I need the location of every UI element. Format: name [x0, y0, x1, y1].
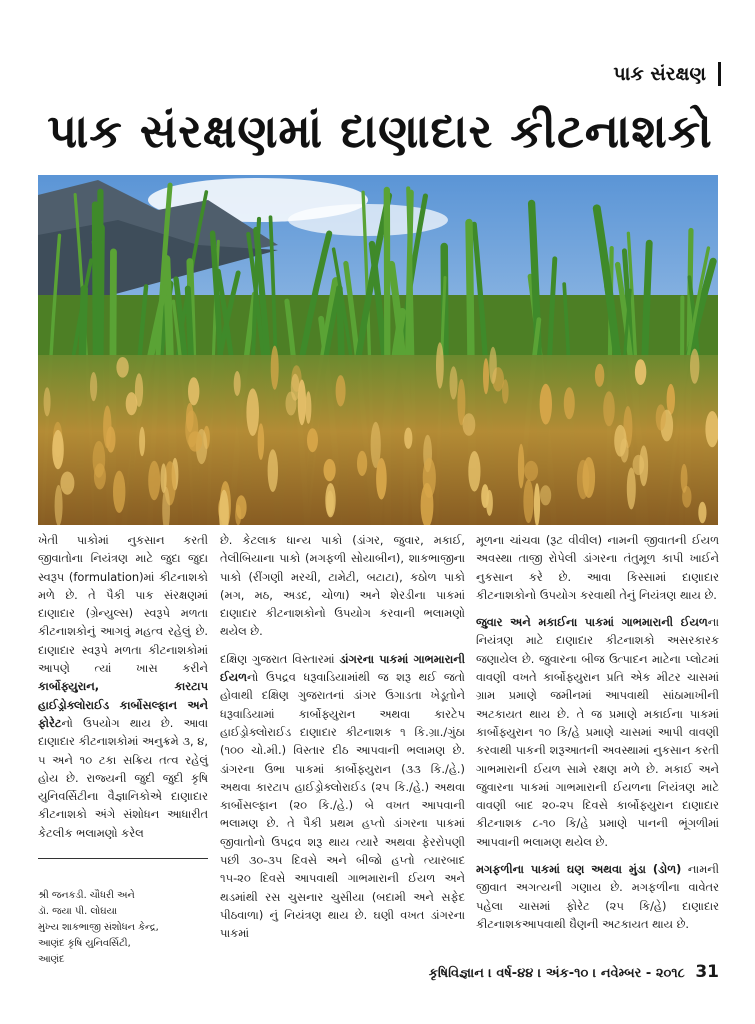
rice-crop-photo: [38, 175, 718, 525]
column-1: [38, 531, 208, 851]
page-number: 31: [695, 962, 719, 982]
rice-field-illustration: [38, 175, 718, 525]
author-line: આણંદ: [38, 954, 65, 965]
author-divider: [38, 858, 208, 859]
root-weevil-paragraph: મૂળના ચાંચવા (રૂટ વીવીલ) નામની જીવાતની ઈયળ અવસ્થા તાજી રોપેલી ડાંગરના તંતુમૂળ કાપી ખાઈને નુકસાન કરે છે. આવા કિસ્સામાં દાણાદાર કીટનાશકોનો ઉપયોગ કરવાથી તેનું નિયંત્રણ થાય છે.: [476, 533, 719, 602]
page-footer: [429, 962, 719, 982]
author-line: ડૉ. જયા પી. લોઘયા: [38, 906, 118, 917]
author-line: મુખ્ય શાકભાજી સંશોધન કેન્દ્ર,: [38, 922, 159, 933]
column-2: [220, 531, 465, 952]
author-line: આણંદ કૃષિ યુનિવર્સિટી,: [38, 938, 131, 949]
author-credits: [38, 888, 213, 968]
paddy-paragraph: દક્ષિણ ગુજરાત વિસ્તારમાં ડાંગરના પાકમાં ગાભમારાની ઈયળનો ઉપદ્રવ ધરૂવાડિયામાંથી જ શરૂ થઈ જતો હોવાથી દક્ષિણ ગુજરાતનાં ડાંગર ઉગાડતા ખેડૂતોને ધરૂવાડિયામાં કાર્બોફ્યુરાન અથવા કારટેપ હાઈડ્રોક્લોરાઈડ દાણાદાર કીટનાશક ૧ કિ.ગ્રા./ગુંઠા (૧૦૦ ચો.મી.) વિસ્તાર દીઠ આપવાની ભલામણ છે. ડાંગરના ઉભા પાકમાં કાર્બોફ્યુરાન (૩૩ કિ./હે.) અથવા કારટાપ હાઈડ્રોક્લોરાઈડ (૨૫ કિ./હે.) અથવા કાર્બોસલ્ફાન (૨૦ કિ./હે.) બે વખત આપવાની ભલામણ છે. તે પૈકી પ્રથમ હપ્તો ડાંગરના પાકમાં જીવાતોનો ઉપદ્રવ શરૂ થાય ત્યારે અથવા ફેરરોપણી પછી ૩૦-૩૫ દિવસે અને બીજો હપ્તો ત્યારબાદ ૧૫-૨૦ દિવસે આપવાથી ગાભમારાની ઈયળ અને થડમાંથી રસ ચુસનાર ચુસીયા (બદામી અને સફેદ પીઠવાળા) નું નિયંત્રણ થાય છે. ઘણી વખત ડાંગરના પાકમાં: [220, 651, 465, 941]
crops-paragraph: છે. કેટલાક ધાન્ય પાકો (ડાંગર, જુવાર, મકાઈ, તેલીબિયાના પાકો (મગફળી સોયાબીન), શાકભાજીના પાકો (રીંગણી મરચી, ટામેટી, બટાટા), કઠોળ પાકો (મગ, મઠ, અડદ, ચોળા) અને શેરડીના પાકમાં દાણાદાર કીટનાશકોનો ઉપયોગ કરવાની ભલામણો થયેલ છે.: [220, 533, 465, 639]
footer-issue-info: કૃષિવિજ્ઞાન । વર્ષ-૪૪ । અંક-૧૦ । નવેમ્બર - ૨૦૧૮: [428, 966, 685, 981]
author-line: શ્રી જનકડી. ચૌધરી અને: [38, 890, 135, 901]
column-3: [476, 531, 719, 942]
sorghum-maize-paragraph: જુવાર અને મકાઈના પાકમાં ગાભમારાની ઈયળના નિયંત્રણ માટે દાણાદાર કીટનાશકો અસરકારક જણાયેલ છે. જુવારના બીજ ઉત્પાદન માટેના પ્લોટમાં વાવણી વખતે કાર્બોફ્યુરાન પ્રતિ એક મીટર ચાસમાં ગ્રામ પ્રમાણે જમીનમાં આપવાથી સાંઠામાખીની અટકાયત થાય છે. તે જ પ્રમાણે મકાઈના પાકમાં કાર્બોફ્યુરાન ૧૦ કિ/હે પ્રમાણે ચાસમાં આપી વાવણી કરવાથી પાકની શરૂઆતની અવસ્થામાં નુકસાન કરતી ગાભમારાની ઈયળ સામે રક્ષણ મળે છે. મકાઈ અને જુવારના પાકમાં ગાભમારાની ઈયળના નિયંત્રણ માટે વાવણી બાદ ૨૦-૨૫ દિવસે કાર્બોફ્યુરાન દાણાદાર કીટનાશક ૮-૧૦ કિ/હે પ્રમાણે પાનની ભૂંગળીમાં આપવાની ભલામણ થયેલ છે.: [476, 615, 719, 849]
article-title: પાક સંરક્ષણમાં દાણાદાર કીટનાશકો: [47, 104, 713, 158]
groundnut-paragraph: મગફળીના પાકમાં ઘણ અથવા મુંડા (ડોળ) નામની જીવાત અગત્યની ગણાય છે. મગફળીના વાવેતર પહેલા ચાસમાં ફોરેટ (૨૫ કિ/હે) દાણાદાર કીટનાશકઆપવાથી ઘૈણની અટકાયત થાય છે.: [476, 862, 719, 931]
intro-paragraph: ખેતી પાકોમાં નુકસાન કરતી જીવાતોના નિયંત્રણ માટે જુદા જુદા સ્વરૂપ (formulation)માં કીટનાશકો મળે છે. તે પૈકી પાક સંરક્ષણમાં દાણાદાર (ગ્રેન્યુલ્સ) સ્વરૂપે મળતા કીટનાશકોનું આગવું મહત્વ રહેલું છે. દાણાદાર સ્વરૂપે મળતા કીટનાશકોમાં આપણે ત્યાં ખાસ કરીને કાર્બોફ્યુરાન, કારટાપ હાઈડ્રોક્લોરાઈડ કાર્બોસલ્ફાન અને ફોરેટનો ઉપયોગ થાય છે. આવા દાણાદાર કીટનાશકોમાં અનુક્રમે ૩, ૪, ૫ અને ૧૦ ટકા સક્રિય તત્વ રહેલું હોય છે. રાજ્યની જુદી જુદી કૃષિ યુનિવર્સિટીના વૈજ્ઞાનિકોએ દાણાદાર કીટનાશકો અંગે સંશોધન આધારીત કેટલીક ભલામણો કરેલ: [38, 533, 208, 840]
section-tag: પાક સંરક્ષણ: [613, 62, 721, 86]
